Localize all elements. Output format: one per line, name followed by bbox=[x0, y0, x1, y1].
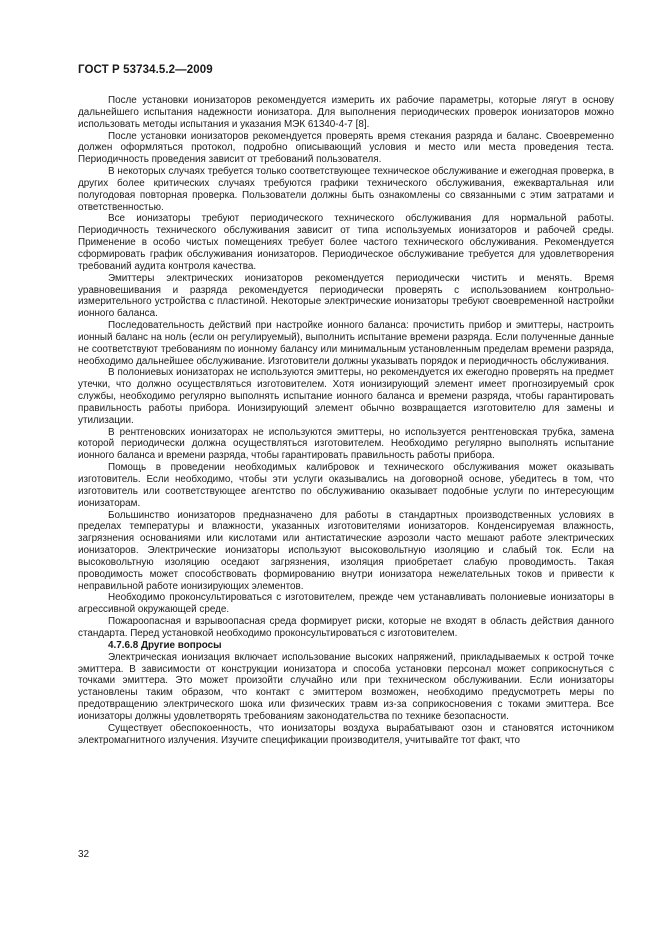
paragraph: Все ионизаторы требуют периодического технического обслуживания для нормальной работы. Периодичность технического обслуживания зависит от типа используемых ионизаторов и рабочей среды. Применение в особо чистых помещениях требует более частого технического обслуживания. Рекомендуется сформировать график обслуживания ионизаторов. Периодическое обслуживание требуется для удовлетворения требований аудита контроля качества. bbox=[78, 213, 614, 272]
paragraph: Помощь в проведении необходимых калибровок и технического обслуживания может оказывать изготовитель. Если необходимо, чтобы эти услуги оказывались на договорной основе, убедитесь в том, что изготовитель или соответствующее агентство по обслуживанию оказывает подобные услуги по интересующим ионизаторам. bbox=[78, 462, 614, 509]
page-number: 32 bbox=[78, 849, 90, 860]
document-body bbox=[78, 95, 614, 746]
paragraph: В некоторых случаях требуется только соответствующее техническое обслуживание и ежегодная проверка, в других более критических случаях требуются графики технического обслуживания, ежеквартальная или полугодовая повторная проверка. Пользователи должны быть ознакомлены со связанными с этим затратами и ответственностью. bbox=[78, 166, 614, 213]
paragraph: После установки ионизаторов рекомендуется проверять время стекания разряда и баланс. Своевременно должен оформляться протокол, подробно описывающий условия и место или места проведения теста. Периодичность проведения зависит от требований пользователя. bbox=[78, 130, 614, 166]
paragraph: В полониевых ионизаторах не используются эмиттеры, но рекомендуется их ежегодно проверять на предмет утечки, что должно осуществляться изготовителем. Хотя ионизирующий элемент имеет прогнозируемый срок службы, необходимо регулярно выполнять испытание ионного баланса и времени разряда, чтобы гарантировать правильность работы прибора. Ионизирующий элемент обычно возвращается изготовителю для замены и утилизации. bbox=[78, 367, 614, 426]
paragraph: Большинство ионизаторов предназначено для работы в стандартных производственных условиях в пределах температуры и влажности, указанных изготовителями ионизаторов. Конденсируемая влажность, загрязнения основаниями или кислотами или антистатические аэрозоли часто мешают работе электрических ионизаторов. Электрические ионизаторы используют высоковольтную изоляцию и слабый ток. Если на высоковольтную изоляцию оседают загрязнения, изоляция приобретает слабую проводимость. Такая проводимость может способствовать формированию внутри ионизатора нежелательных токов и привести к неправильной работе ионизирующих элементов. bbox=[78, 509, 614, 592]
section-heading: 4.7.6.8 Другие вопросы bbox=[108, 639, 222, 651]
paragraph: Последовательность действий при настройке ионного баланса: прочистить прибор и эмиттеры, настроить ионный баланс на ноль (если он регулируемый), выполнить испытание времени разряда. Если полученные данные не соответствуют требованиям по ионному балансу или минимальным установленным пределам времени разряда, необходимо дальнейшее обслуживание. Изготовители должны указывать порядок и периодичность обслуживания. bbox=[78, 320, 614, 367]
paragraph: В рентгеновских ионизаторах не используются эмиттеры, но используется рентгеновская трубка, замена которой периодически должна осуществляться изготовителем. Необходимо регулярно выполнять испытание ионного баланса и времени разряда, чтобы гарантировать правильность работы прибора. bbox=[78, 426, 614, 462]
paragraph: Существует обеспокоенность, что ионизаторы воздуха вырабатывают озон и становятся источником электромагнитного излучения. Изучите спецификации производителя, учитывайте тот факт, что bbox=[78, 722, 614, 746]
paragraph: Необходимо проконсультироваться с изготовителем, прежде чем устанавливать полониевые ионизаторы в агрессивной окружающей среде. bbox=[78, 592, 614, 616]
paragraph: Электрическая ионизация включает использование высоких напряжений, прикладываемых к острой точке эмиттера. В зависимости от конструкции ионизатора и способа установки персонал может соприкоснуться с точками эмиттера. Это может произойти случайно или при техническом обслуживании. Если ионизаторы установлены таким образом, что контакт с эмиттером возможен, необходимо предусмотреть меры по предотвращению электрического шока или физических травм из-за соприкосновения с токами эмиттера. Все ионизаторы должны удовлетворять требованиям законодательства по технике безопасности. bbox=[78, 651, 614, 722]
paragraph: После установки ионизаторов рекомендуется измерить их рабочие параметры, которые лягут в основу дальнейшего испытания надежности ионизатора. Для выполнения периодических проверок ионизаторов можно использовать методы испытания и указания МЭК 61340-4-7 [8]. bbox=[78, 95, 614, 130]
paragraph: Эмиттеры электрических ионизаторов рекомендуется периодически чистить и менять. Время уравновешивания и разряда рекомендуется периодически проверять с использованием контрольно-измерительного устройства с пластиной. Некоторые электрические ионизаторы требуют своевременной настройки ионного баланса. bbox=[78, 272, 614, 320]
paragraph: Пожароопасная и взрывоопасная среда формирует риски, которые не входят в область действия данного стандарта. Перед установкой необходимо проконсультироваться с изготовителем. bbox=[78, 616, 614, 639]
document-header-title: ГОСТ Р 53734.5.2—2009 bbox=[78, 64, 213, 76]
